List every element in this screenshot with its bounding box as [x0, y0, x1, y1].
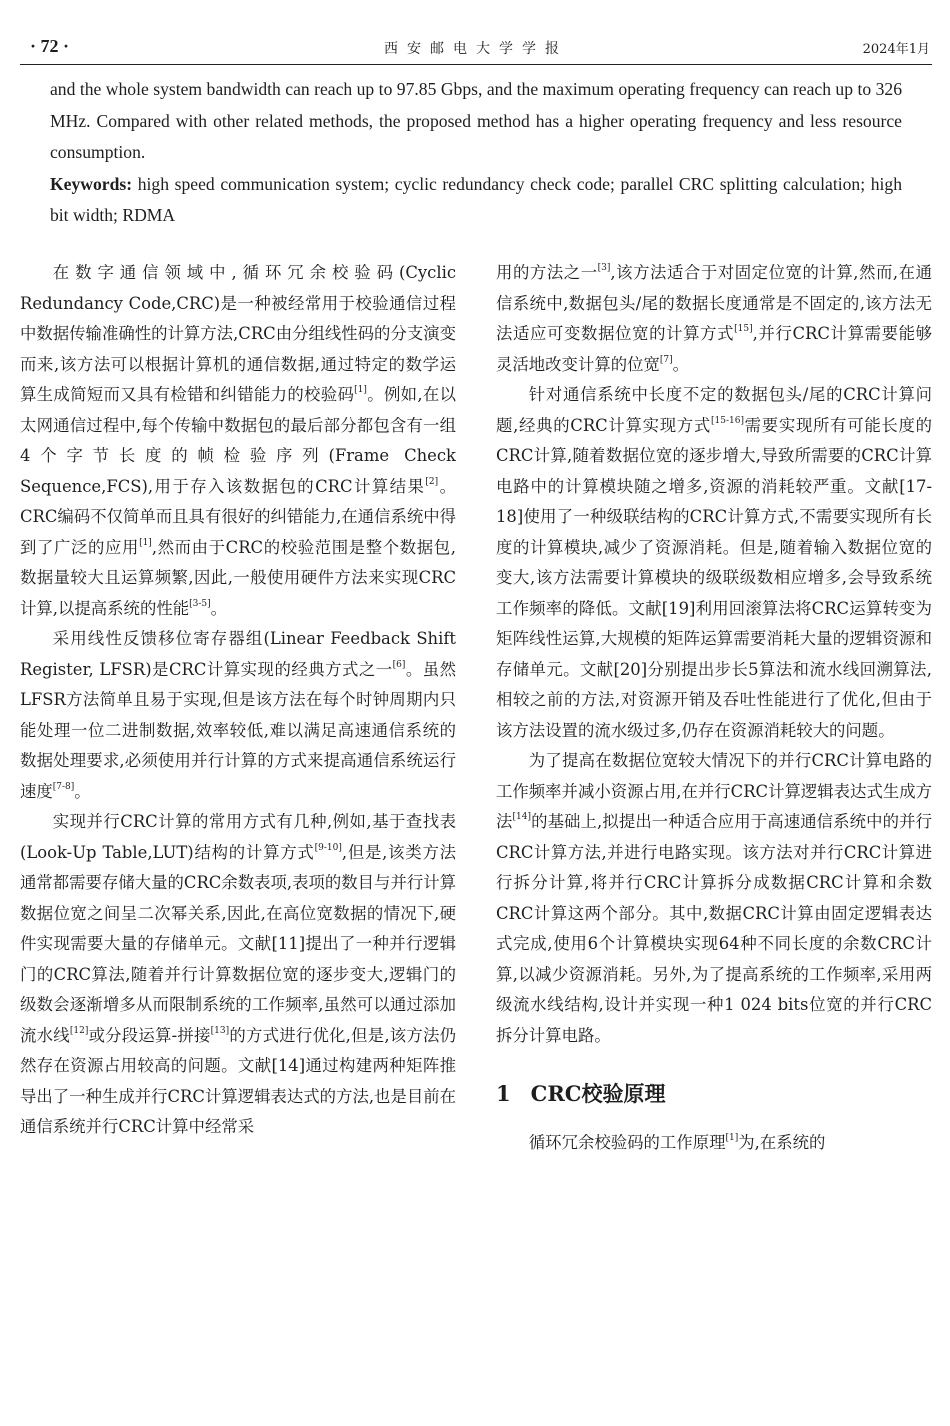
citation: [7]	[659, 354, 673, 365]
section-title: CRC校验原理	[530, 1081, 666, 1106]
paragraph-lfsr: 采用线性反馈移位寄存器组(Linear Feedback Shift Register, LFSR)是CRC计算实现的经典方式之一[6]。虽然LFSR方法简单且易于实现,但是该方法在每个时钟周期内只能处理一位二进制数据,效率较低,难以满足高速通信系统的数据处理要求,必须使用并行计算的方式来提高通信系统运行速度[7-8]。	[20, 629, 456, 801]
paragraph-proposed-method: 为了提高在数据位宽较大情况下的并行CRC计算电路的工作频率并减小资源占用,在并行CRC计算逻辑表达式生成方法[14]的基础上,拟提出一种适合应用于高速通信系统中的并行CRC计算方法,并进行电路实现。该方法对并行CRC计算进行拆分计算,将并行CRC计算拆分成数据CRC计算和余数CRC计算这两个部分。其中,数据CRC计算由固定逻辑表达式完成,使用6个计算模块实现64种不同长度的余数CRC计算,以减少资源消耗。另外,为了提高系统的工作频率,采用两级流水线结构,设计并实现一种1 024 bits位宽的并行CRC拆分计算电路。	[496, 751, 933, 1045]
citation: [2]	[425, 476, 439, 487]
keywords-text: high speed communication system; cyclic redundancy check code; parallel CRC splitting calculation; high bit width; RDMA	[50, 173, 902, 225]
citation: [12]	[69, 1025, 89, 1036]
keywords-line	[50, 169, 902, 232]
paragraph-crc-principle: 循环冗余校验码的工作原理[1]为,在系统的	[528, 1132, 826, 1152]
citation: [13]	[210, 1025, 230, 1036]
citation: [7-8]	[52, 781, 75, 792]
citation: [9-10]	[314, 842, 342, 853]
section-heading	[496, 1079, 932, 1110]
right-column	[496, 258, 932, 1158]
citation: [3]	[597, 263, 611, 273]
citation: [6]	[392, 659, 406, 670]
running-header	[20, 30, 932, 65]
paragraph-variable-length: 针对通信系统中长度不定的数据包头/尾的CRC计算问题,经典的CRC计算实现方式[15-16]需要实现所有可能长度的CRC计算,随着数据位宽的逐步增大,导致所需要的CRC计算电路中的计算模块随之增多,资源的消耗较严重。文献[17-18]使用了一种级联结构的CRC计算方式,不需要实现所有长度的计算模块,减少了资源消耗。但是,随着输入数据位宽的变大,该方法需要计算模块的级联级数相应增多,会导致系统工作频率的降低。文献[19]利用回滚算法将CRC运算转变为矩阵线性运算,大规模的矩阵运算需要消耗大量的逻辑资源和存储单元。文献[20]分别提出步长5算法和流水线回溯算法,相较之前的方法,对资源开销及吞吐性能进行了优化,但由于该方法设置的流水级过多,仍存在资源消耗较大的问题。	[496, 385, 933, 740]
journal-title: 西安邮电大学学报	[384, 41, 568, 57]
english-abstract	[50, 74, 902, 232]
citation: [15-16]	[711, 415, 744, 426]
paragraph-continued: 用的方法之一[3],该方法适合于对固定位宽的计算,然而,在通信系统中,数据包头/尾的数据长度通常是不固定的,该方法无法适应可变数据位宽的计算方式[15],并行CRC计算需要能够灵活地改变计算的位宽[7]。	[496, 263, 933, 374]
citation: [1]	[725, 1132, 739, 1143]
section-number: 1	[496, 1081, 511, 1106]
citation: [3-5]	[189, 598, 211, 609]
paragraph-intro: 在数字通信领域中,循环冗余校验码(Cyclic Redundancy Code,CRC)是一种被经常用于校验通信过程中数据传输准确性的计算方法,CRC由分组线性码的分支演变而来,该方法可以根据计算机的通信数据,通过特定的数学运算生成简短而又具有检错和纠错能力的校验码[1]。例如,在以太网通信过程中,每个传输中数据包的最后部分都包含有一组4个字节长度的帧检验序列(Frame Check Sequence,FCS),用于存入该数据包的CRC计算结果[2]。CRC编码不仅简单而且具有很好的纠错能力,在通信系统中得到了广泛的应用[1],然而由于CRC的校验范围是整个数据包,数据量较大且运算频繁,因此,一般使用硬件方法来实现CRC计算,以提高系统的性能[3-5]。	[20, 263, 457, 618]
issue-date: 2024年1月	[862, 42, 930, 57]
left-column	[20, 258, 456, 1143]
citation: [14]	[512, 812, 531, 822]
citation: [1]	[354, 385, 367, 395]
page-number: · 72 ·	[30, 36, 70, 56]
abstract-tail: and the whole system bandwidth can reach up to 97.85 Gbps, and the maximum operating frequency can reach up to 326 MHz. Compared with other related methods, the proposed method has a higher operating frequency and less resource consumption.	[50, 79, 902, 162]
paragraph-parallel-methods: 实现并行CRC计算的常用方式有几种,例如,基于查找表(Look-Up Table,LUT)结构的计算方式[9-10],但是,该类方法通常都需要存储大量的CRC余数表项,表项的数目与并行计算数据位宽之间呈二次幂关系,因此,在高位宽数据的情况下,硬件实现需要大量的存储单元。文献[11]提出了一种并行逻辑门的CRC算法,随着并行计算数据位宽的逐步变大,逻辑门的级数会逐渐增多从而限制系统的工作频率,虽然可以通过添加流水线[12]或分段运算-拼接[13]的方式进行优化,但是,该方法仍然存在资源占用较高的问题。文献[14]通过构建两种矩阵推导出了一种生成并行CRC计算逻辑表达式的方法,也是目前在通信系统并行CRC计算中经常采	[20, 812, 457, 1136]
citation: [1]	[139, 537, 152, 548]
keywords-label: Keywords:	[50, 173, 133, 194]
citation: [15]	[734, 324, 753, 334]
